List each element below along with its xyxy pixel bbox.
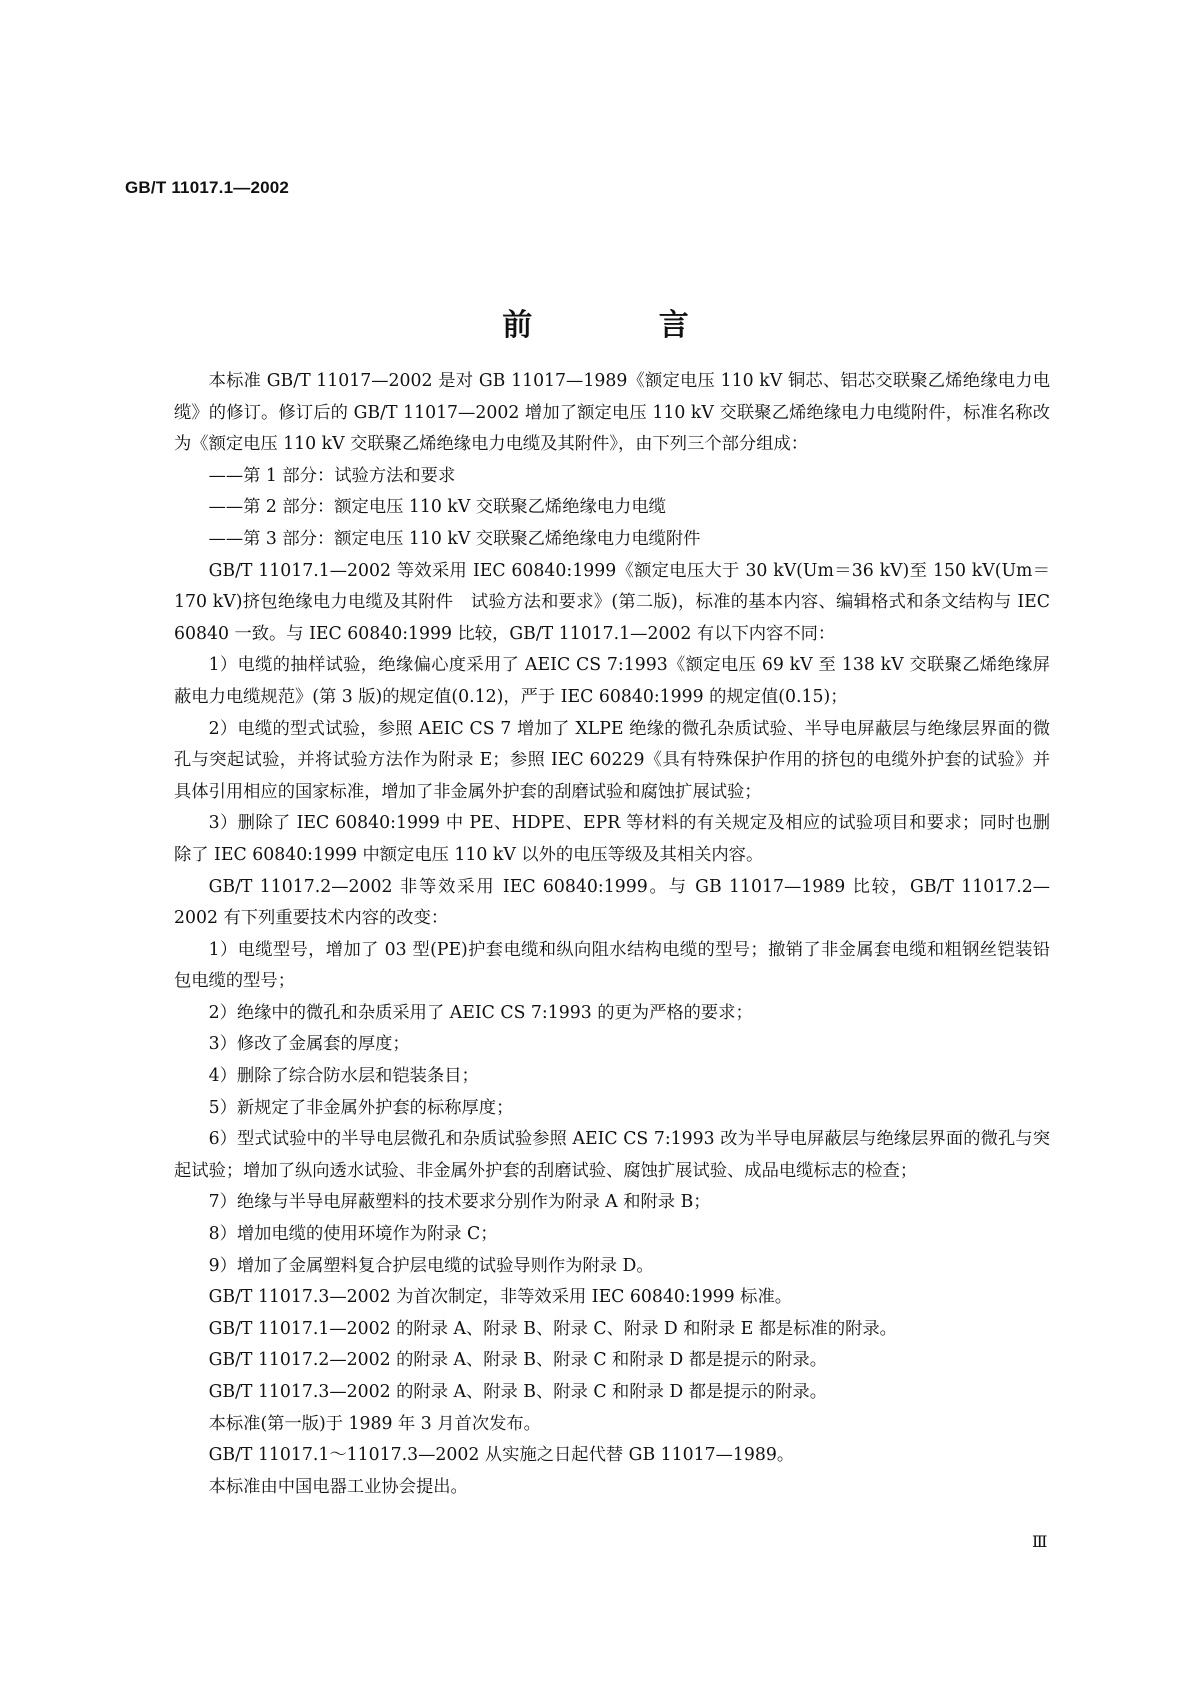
list-item-part2-change-3: 3）修改了金属套的厚度； bbox=[208, 1034, 410, 1055]
paragraph-part3-note: GB/T 11017.3—2002 为首次制定，非等效采用 IEC 60840:1999 标准。 bbox=[208, 1287, 793, 1308]
page-number: Ⅲ bbox=[1032, 1532, 1048, 1551]
list-item-part2-change-4: 4）删除了综合防水层和铠装条目； bbox=[208, 1066, 479, 1087]
list-item-part2-change-2: 2）绝缘中的微孔和杂质采用了 AEIC CS 7:1993 的更为严格的要求； bbox=[208, 1002, 753, 1023]
list-item-part2-change-5: 5）新规定了非金属外护套的标称厚度； bbox=[208, 1097, 514, 1118]
paragraph-part1-annexes: GB/T 11017.1—2002 的附录 A、附录 B、附录 C、附录 D 和附录 E 都是标准的附录。 bbox=[208, 1318, 897, 1339]
list-item-part2-change-6: 6）型式试验中的半导电层微孔和杂质试验参照 AEIC CS 7:1993 改为半导电屏蔽层与绝缘层界面的微孔与突起试验；增加了纵向透水试验、非金属外护套的刮磨试验、腐蚀扩展试验、成品电缆标志的检查； bbox=[174, 1129, 1050, 1181]
list-item-part1-diff-1: 1）电缆的抽样试验，绝缘偏心度采用了 AEIC CS 7:1993《额定电压 69 kV 至 138 kV 交联聚乙烯绝缘屏蔽电力电缆规范》(第 3 版)的规定值(0.12)，严于 IEC 60840:1999 的规定值(0.15)； bbox=[174, 655, 1050, 707]
list-item-part-3: ——第 3 部分：额定电压 110 kV 交联聚乙烯绝缘电力电缆附件 bbox=[208, 528, 701, 549]
paragraph-part2-equivalence: GB/T 11017.2—2002 非等效采用 IEC 60840:1999。与 GB 11017—1989 比较，GB/T 11017.2—2002 有下列重要技术内容的改变： bbox=[174, 876, 1050, 929]
paragraph-replacement: GB/T 11017.1～11017.3—2002 从实施之日起代替 GB 11017—1989。 bbox=[208, 1445, 795, 1466]
paragraph-part3-annexes: GB/T 11017.3—2002 的附录 A、附录 B、附录 C 和附录 D 都是提示的附录。 bbox=[208, 1382, 827, 1402]
list-item-part-2: ——第 2 部分：额定电压 110 kV 交联聚乙烯绝缘电力电缆 bbox=[208, 497, 666, 518]
list-item-part2-change-1: 1）电缆型号，增加了 03 型(PE)护套电缆和纵向阻水结构电缆的型号；撤销了非金属套电缆和粗钢丝铠装铅包电缆的型号； bbox=[174, 939, 1050, 992]
list-item-part1-diff-2: 2）电缆的型式试验，参照 AEIC CS 7 增加了 XLPE 绝缘的微孔杂质试验、半导电屏蔽层与绝缘层界面的微孔与突起试验，并将试验方法作为附录 E；参照 IEC 60229《具有特殊保护作用的挤包的电缆外护套的试验》并具体引用相应的国家标准，增加了非金属外护套的刮磨试验和腐蚀扩展试验； bbox=[174, 718, 1050, 802]
paragraph-first-edition: 本标准(第一版)于 1989 年 3 月首次发布。 bbox=[208, 1413, 541, 1434]
paragraph-proposer: 本标准由中国电器工业协会提出。 bbox=[208, 1476, 468, 1497]
foreword-body bbox=[174, 366, 1050, 1503]
paragraph-part2-annexes: GB/T 11017.2—2002 的附录 A、附录 B、附录 C 和附录 D 都是提示的附录。 bbox=[208, 1350, 827, 1371]
page-title: 前 言 bbox=[502, 308, 747, 343]
list-item-part2-change-8: 8）增加电缆的使用环境作为附录 C； bbox=[208, 1224, 498, 1245]
list-item-part2-change-9: 9）增加了金属塑料复合护层电缆的试验导则作为附录 D。 bbox=[208, 1255, 654, 1276]
list-item-part2-change-7: 7）绝缘与半导电屏蔽塑料的技术要求分别作为附录 A 和附录 B； bbox=[208, 1192, 711, 1213]
paragraph-part1-equivalence: GB/T 11017.1—2002 等效采用 IEC 60840:1999《额定电压大于 30 kV(Um＝36 kV)至 150 kV(Um＝170 kV)挤包绝缘电力电缆及其附件 试验方法和要求》(第二版)，标准的基本内容、编辑格式和条文结构与 IEC 60840 一致。与 IEC 60840:1999 比较，GB/T 11017.1—2002 有以下内容不同： bbox=[174, 560, 1050, 644]
list-item-part1-diff-3: 3）删除了 IEC 60840:1999 中 PE、HDPE、EPR 等材料的有关规定及相应的试验项目和要求；同时也删除了 IEC 60840:1999 中额定电压 110 kV 以外的电压等级及其相关内容。 bbox=[174, 813, 1050, 865]
list-item-part-1: ——第 1 部分：试验方法和要求 bbox=[208, 465, 456, 486]
standard-code: GB/T 11017.1—2002 bbox=[125, 178, 290, 197]
paragraph-intro: 本标准 GB/T 11017—2002 是对 GB 11017—1989《额定电压 110 kV 铜芯、铝芯交联聚乙烯绝缘电力电缆》的修订。修订后的 GB/T 11017—2002 增加了额定电压 110 kV 交联聚乙烯绝缘电力电缆附件，标准名称改为《额定电压 110 kV 交联聚乙烯绝缘电力电缆及其附件》，由下列三个部分组成： bbox=[174, 371, 1050, 455]
